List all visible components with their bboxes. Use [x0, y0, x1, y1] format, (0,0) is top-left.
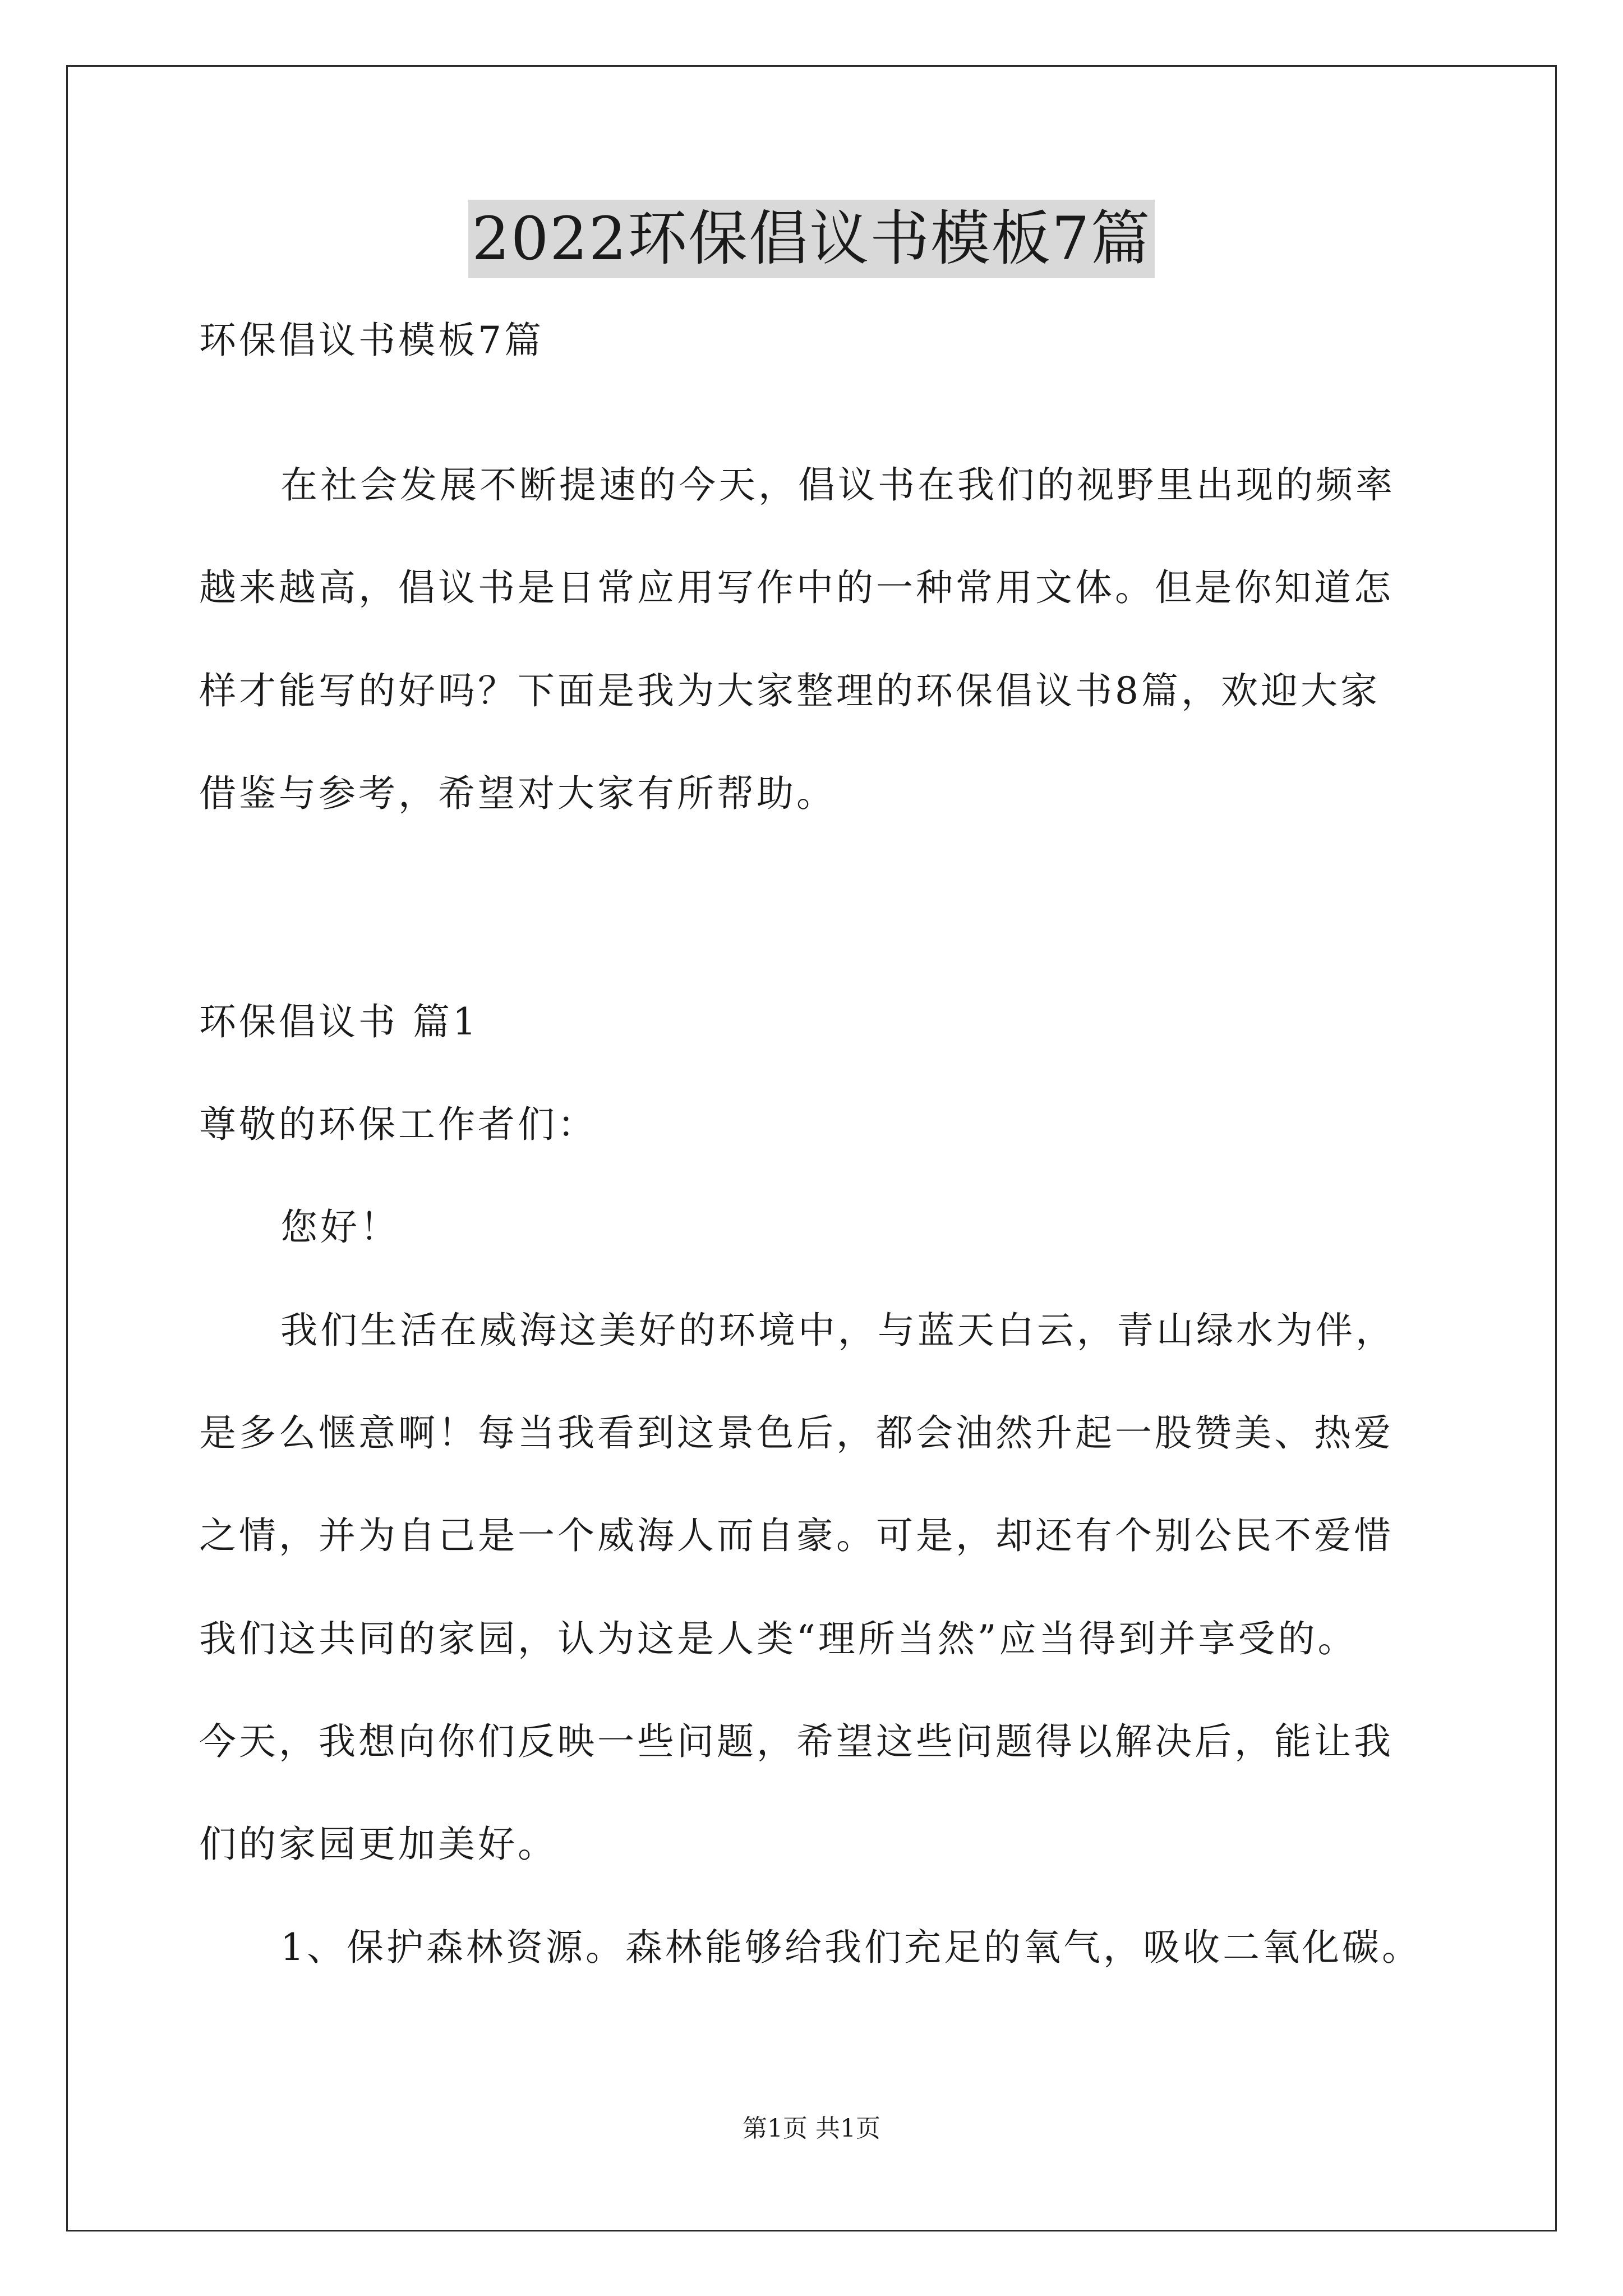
body-line-5: 今天，我想向你们反映一些问题，希望这些问题得以解决后，能让我	[199, 1720, 1394, 1763]
section-heading: 环保倡议书 篇1	[199, 1000, 479, 1043]
body-line-1: 我们生活在威海这美好的环境中，与蓝天白云，青山绿水为伴，	[280, 1309, 1395, 1352]
greeting: 您好！	[280, 1205, 400, 1249]
page-footer: 第1页 共1页	[743, 2114, 880, 2143]
salutation: 尊敬的环保工作者们：	[199, 1103, 597, 1146]
body-line-3: 之情，并为自己是一个威海人而自豪。可是，却还有个别公民不爱惜	[199, 1514, 1394, 1557]
body-line-6: 们的家园更加美好。	[199, 1823, 557, 1866]
intro-line-4: 借鉴与参考，希望对大家有所帮助。	[199, 772, 836, 815]
body-line-2: 是多么惬意啊！每当我看到这景色后，都会油然升起一股赞美、热爱	[199, 1411, 1394, 1455]
title-container	[0, 200, 1623, 278]
document-subtitle: 环保倡议书模板7篇	[199, 319, 544, 362]
document-title: 2022环保倡议书模板7篇	[468, 200, 1154, 278]
intro-line-1: 在社会发展不断提速的今天，倡议书在我们的视野里出现的频率	[280, 463, 1395, 507]
intro-line-2: 越来越高，倡议书是日常应用写作中的一种常用文体。但是你知道怎	[199, 566, 1394, 609]
body-line-4: 我们这共同的家园，认为这是人类“理所当然”应当得到并享受的。	[199, 1617, 1358, 1660]
list-item-1: 1、保护森林资源。森林能够给我们充足的氧气，吸收二氧化碳。	[280, 1926, 1422, 1969]
intro-line-3: 样才能写的好吗？下面是我为大家整理的环保倡议书8篇，欢迎大家	[199, 669, 1380, 712]
